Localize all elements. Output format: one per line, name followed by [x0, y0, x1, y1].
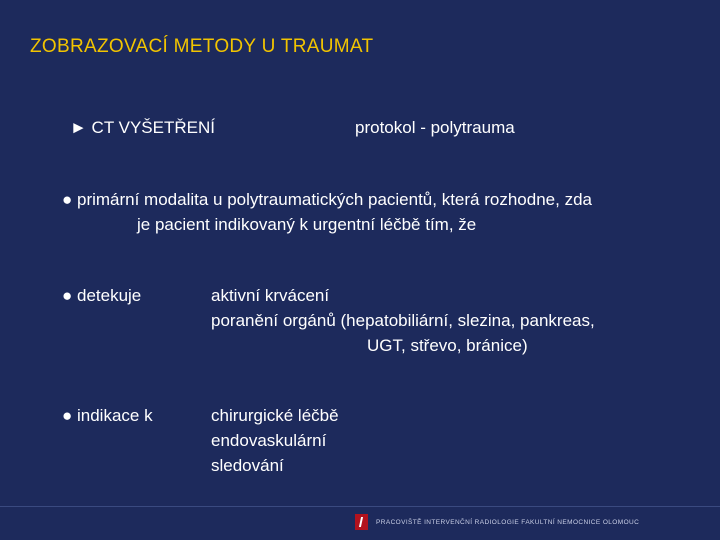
protocol-label: protokol - polytrauma [355, 118, 515, 137]
detects-item: UGT, střevo, bránice) [367, 336, 528, 355]
indication-item: chirurgické léčbě [211, 406, 339, 425]
primary-modality-line-2: je pacient indikovaný k urgentní léčbě tím, že [137, 215, 477, 234]
detects-item: poranění orgánů (hepatobiliární, slezina, pankreas, [211, 311, 595, 330]
indication-label: ● indikace k [62, 406, 153, 425]
indication-item: sledování [211, 456, 284, 475]
indication-item: endovaskulární [211, 431, 327, 450]
primary-modality-line-1: ● primární modalita u polytraumatických pacientů, která rozhodne, zda [62, 190, 592, 209]
footer-text: PRACOVIŠTĚ INTERVENČNÍ RADIOLOGIE FAKULTNÍ NEMOCNICE OLOMOUC [376, 519, 640, 526]
slide-title: ZOBRAZOVACÍ METODY U TRAUMAT [30, 36, 374, 57]
detects-label: ● detekuje [62, 286, 142, 305]
ct-heading: ► CT VYŠETŘENÍ [70, 118, 215, 137]
detects-item: aktivní krvácení [211, 286, 330, 305]
footer-divider [0, 506, 720, 507]
hospital-logo-icon [355, 514, 368, 530]
